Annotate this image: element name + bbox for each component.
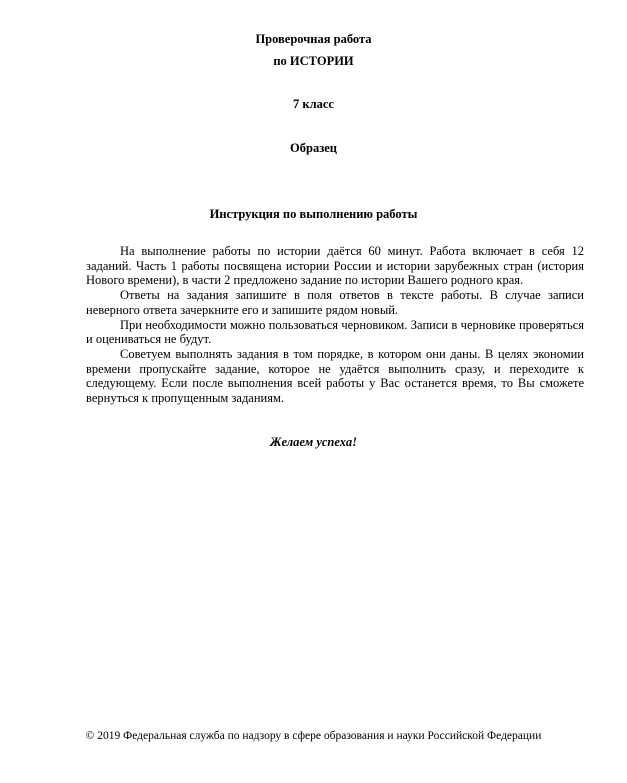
title-line-2: по ИСТОРИИ bbox=[273, 54, 354, 68]
grade-label: 7 класс bbox=[293, 97, 334, 111]
closing-wish: Желаем успеха! bbox=[270, 435, 357, 449]
instructions-heading: Инструкция по выполнению работы bbox=[209, 207, 418, 221]
instructions-paragraph: На выполнение работы по истории даётся 60 минут. Работа включает в себя 12 заданий. Часть 1 работы посвящена истории России и истории зарубежных стран (история Нового времени), в части 2 предложено задание по истории Вашего родного края. bbox=[86, 244, 584, 288]
instructions-paragraph: Ответы на задания запишите в поля ответов в тексте работы. В случае записи неверного ответа зачеркните его и запишите рядом новый. bbox=[86, 288, 584, 317]
title-line-1: Проверочная работа bbox=[255, 32, 372, 46]
instructions-paragraph: Советуем выполнять задания в том порядке, в котором они даны. В целях экономии времени пропускайте задание, которое не удаётся выполнить сразу, и переходите к следующему. Если после выполнения всей работы у Вас останется время, то Вы сможете вернуться к пропущенным заданиям. bbox=[86, 346, 584, 406]
instructions-body bbox=[86, 244, 584, 406]
copyright-footer: © 2019 Федеральная служба по надзору в сфере образования и науки Российской Федерации bbox=[85, 730, 542, 742]
instructions-paragraph: При необходимости можно пользоваться черновиком. Записи в черновике проверяться и оцениваться не будут. bbox=[86, 317, 584, 347]
sample-label: Образец bbox=[290, 141, 337, 155]
